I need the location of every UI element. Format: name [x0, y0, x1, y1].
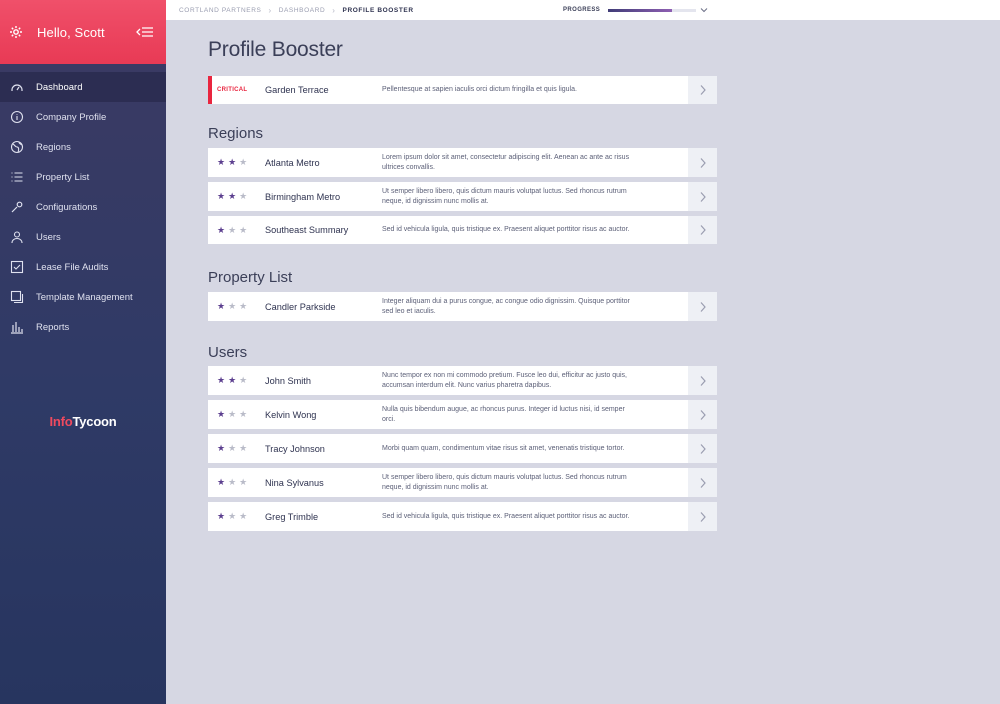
bar-chart-icon [10, 320, 24, 334]
wrench-icon [10, 200, 24, 214]
item-name: Greg Trimble [265, 511, 319, 522]
list-item[interactable] [208, 434, 717, 463]
star-icon: ★ [228, 477, 237, 487]
sidebar-item-label: Users [36, 231, 61, 243]
star-icon: ★ [217, 511, 226, 521]
chevron-right-icon[interactable] [688, 434, 717, 463]
star-icon: ★ [217, 375, 226, 385]
chevron-right-icon[interactable] [688, 502, 717, 531]
section-title-users: Users [208, 344, 248, 361]
star-icon: ★ [239, 375, 248, 385]
globe-icon [10, 140, 24, 154]
star-icon: ★ [228, 157, 237, 167]
breadcrumb-item[interactable]: CORTLAND PARTNERS [179, 6, 262, 14]
star-icon: ★ [239, 409, 248, 419]
list-item[interactable] [208, 400, 717, 429]
dashboard-icon [10, 80, 24, 94]
item-description: Sed id vehicula ligula, quis tristique ex. Praesent aliquet porttitor risus ac auctor. [382, 226, 630, 234]
template-icon [10, 290, 24, 304]
critical-label: CRITICAL [217, 87, 248, 93]
star-icon: ★ [239, 301, 248, 311]
item-description: Nulla quis bibendum augue, ac rhoncus purus. Integer id luctus nisi, id semper orci. [382, 406, 625, 423]
chevron-right-icon[interactable] [688, 366, 717, 395]
chevron-right-icon[interactable] [688, 182, 717, 211]
star-icon: ★ [239, 477, 248, 487]
greeting: Hello, Scott [37, 24, 105, 40]
star-icon: ★ [217, 477, 226, 487]
star-rating [208, 478, 265, 487]
breadcrumb-separator: › [332, 5, 336, 15]
sidebar-item-dashboard[interactable] [0, 72, 166, 102]
sidebar-nav [0, 72, 166, 342]
item-name: Southeast Summary [265, 225, 349, 235]
top-bar [166, 0, 1000, 20]
star-icon: ★ [217, 443, 226, 453]
star-icon: ★ [228, 409, 237, 419]
sidebar-item-regions[interactable] [0, 132, 166, 162]
item-description: Pellentesque at sapien iaculis orci dictum fringilla et quis ligula. [382, 86, 577, 94]
breadcrumb [179, 6, 414, 15]
star-icon: ★ [239, 191, 248, 201]
sidebar-item-users[interactable] [0, 222, 166, 252]
sidebar-item-label: Property List [36, 171, 90, 183]
star-icon: ★ [217, 191, 226, 201]
section-title-regions: Regions [208, 125, 264, 142]
star-rating [208, 512, 265, 521]
progress-fill [608, 9, 672, 12]
list-item[interactable] [208, 366, 717, 395]
star-icon: ★ [239, 157, 248, 167]
item-description: Morbi quam quam, condimentum vitae risus sit amet, venenatis tristique tortor. [382, 444, 625, 452]
user-icon [10, 230, 24, 244]
progress-label: PROGRESS [563, 7, 601, 13]
item-name: Garden Terrace [265, 85, 329, 95]
item-description: Nunc tempor ex non mi commodo pretium. Fusce leo dui, efficitur ac justo quis, accumsan interdum elit. Nunc varius pharetra dapibus. [382, 372, 627, 389]
item-description: Ut semper libero libero, quis dictum mauris volutpat luctus. Sed rhoncus rutrum neque, id dignissim nunc mollis at. [382, 474, 627, 491]
list-item[interactable] [208, 292, 717, 321]
progress-indicator [563, 0, 696, 20]
sidebar-item-company-profile[interactable] [0, 102, 166, 132]
list-item[interactable] [208, 216, 717, 244]
sidebar-item-label: Reports [36, 321, 70, 333]
chevron-right-icon[interactable] [688, 400, 717, 429]
star-icon: ★ [217, 301, 226, 311]
star-icon: ★ [228, 224, 237, 235]
breadcrumb-item[interactable]: DASHBOARD [278, 6, 326, 14]
list-item[interactable] [208, 468, 717, 497]
chevron-right-icon[interactable] [688, 76, 717, 104]
sidebar-item-label: Configurations [36, 201, 98, 213]
item-name: Birmingham Metro [265, 191, 341, 202]
sidebar-item-label: Template Management [36, 291, 133, 303]
sidebar-item-label: Dashboard [36, 81, 83, 93]
item-name: Atlanta Metro [265, 157, 320, 168]
chevron-right-icon[interactable] [688, 468, 717, 497]
star-rating [208, 192, 265, 201]
star-icon: ★ [228, 443, 237, 453]
star-icon: ★ [217, 409, 226, 419]
collapse-menu-icon[interactable] [136, 25, 154, 39]
sidebar-header [0, 0, 166, 64]
sidebar-item-label: Company Profile [36, 111, 107, 123]
star-rating [208, 302, 265, 311]
info-icon [10, 110, 24, 124]
list-icon [10, 170, 24, 184]
star-icon: ★ [228, 301, 237, 311]
list-item[interactable] [208, 148, 717, 177]
sidebar [0, 0, 166, 704]
star-rating [208, 410, 265, 419]
gear-icon[interactable] [9, 25, 23, 39]
sidebar-item-configurations[interactable] [0, 192, 166, 222]
item-description: Ut semper libero libero, quis dictum mauris volutpat luctus. Sed rhoncus rutrum neque, id dignissim nunc mollis at. [382, 188, 627, 205]
sidebar-item-label: Lease File Audits [36, 261, 109, 273]
sidebar-item-lease-file-audits[interactable] [0, 252, 166, 282]
chevron-down-icon[interactable] [699, 5, 709, 15]
progress-bar [608, 9, 696, 12]
sidebar-item-label: Regions [36, 141, 71, 153]
star-icon: ★ [228, 375, 237, 385]
sidebar-item-template-management[interactable] [0, 282, 166, 312]
star-rating [208, 226, 265, 235]
star-icon: ★ [239, 443, 248, 453]
star-rating [208, 158, 265, 167]
item-name: Nina Sylvanus [265, 477, 324, 488]
item-name: Candler Parkside [265, 301, 336, 312]
star-icon: ★ [239, 511, 248, 521]
chevron-right-icon[interactable] [688, 216, 717, 244]
item-description: Sed id vehicula ligula, quis tristique ex. Praesent aliquet porttitor risus ac auctor. [382, 512, 630, 520]
page-title: Profile Booster [208, 38, 343, 61]
brand-logo: InfoTycoon [49, 414, 117, 429]
sidebar-item-reports[interactable] [0, 312, 166, 342]
critical-item[interactable] [208, 76, 717, 104]
chevron-right-icon[interactable] [688, 148, 717, 177]
checkbox-icon [10, 260, 24, 274]
item-name: Kelvin Wong [265, 409, 317, 420]
sidebar-item-property-list[interactable] [0, 162, 166, 192]
star-icon: ★ [239, 224, 248, 235]
item-description: Integer aliquam dui a purus congue, ac congue odio dignissim. Quisque porttitor sed leo et iaculis. [382, 298, 630, 315]
item-name: John Smith [265, 375, 311, 386]
star-icon: ★ [217, 157, 226, 167]
breadcrumb-separator: › [268, 5, 272, 15]
breadcrumb-current: PROFILE BOOSTER [342, 6, 414, 14]
star-rating [208, 444, 265, 453]
list-item[interactable] [208, 182, 717, 211]
star-rating [208, 376, 265, 385]
section-title-property-list: Property List [208, 269, 293, 286]
item-name: Tracy Johnson [265, 443, 325, 454]
item-description: Lorem ipsum dolor sit amet, consectetur adipiscing elit. Aenean ac ante ac risus ultrices convallis. [382, 154, 630, 171]
star-icon: ★ [217, 224, 226, 235]
list-item[interactable] [208, 502, 717, 531]
star-icon: ★ [228, 511, 237, 521]
star-icon: ★ [228, 191, 237, 201]
chevron-right-icon[interactable] [688, 292, 717, 321]
